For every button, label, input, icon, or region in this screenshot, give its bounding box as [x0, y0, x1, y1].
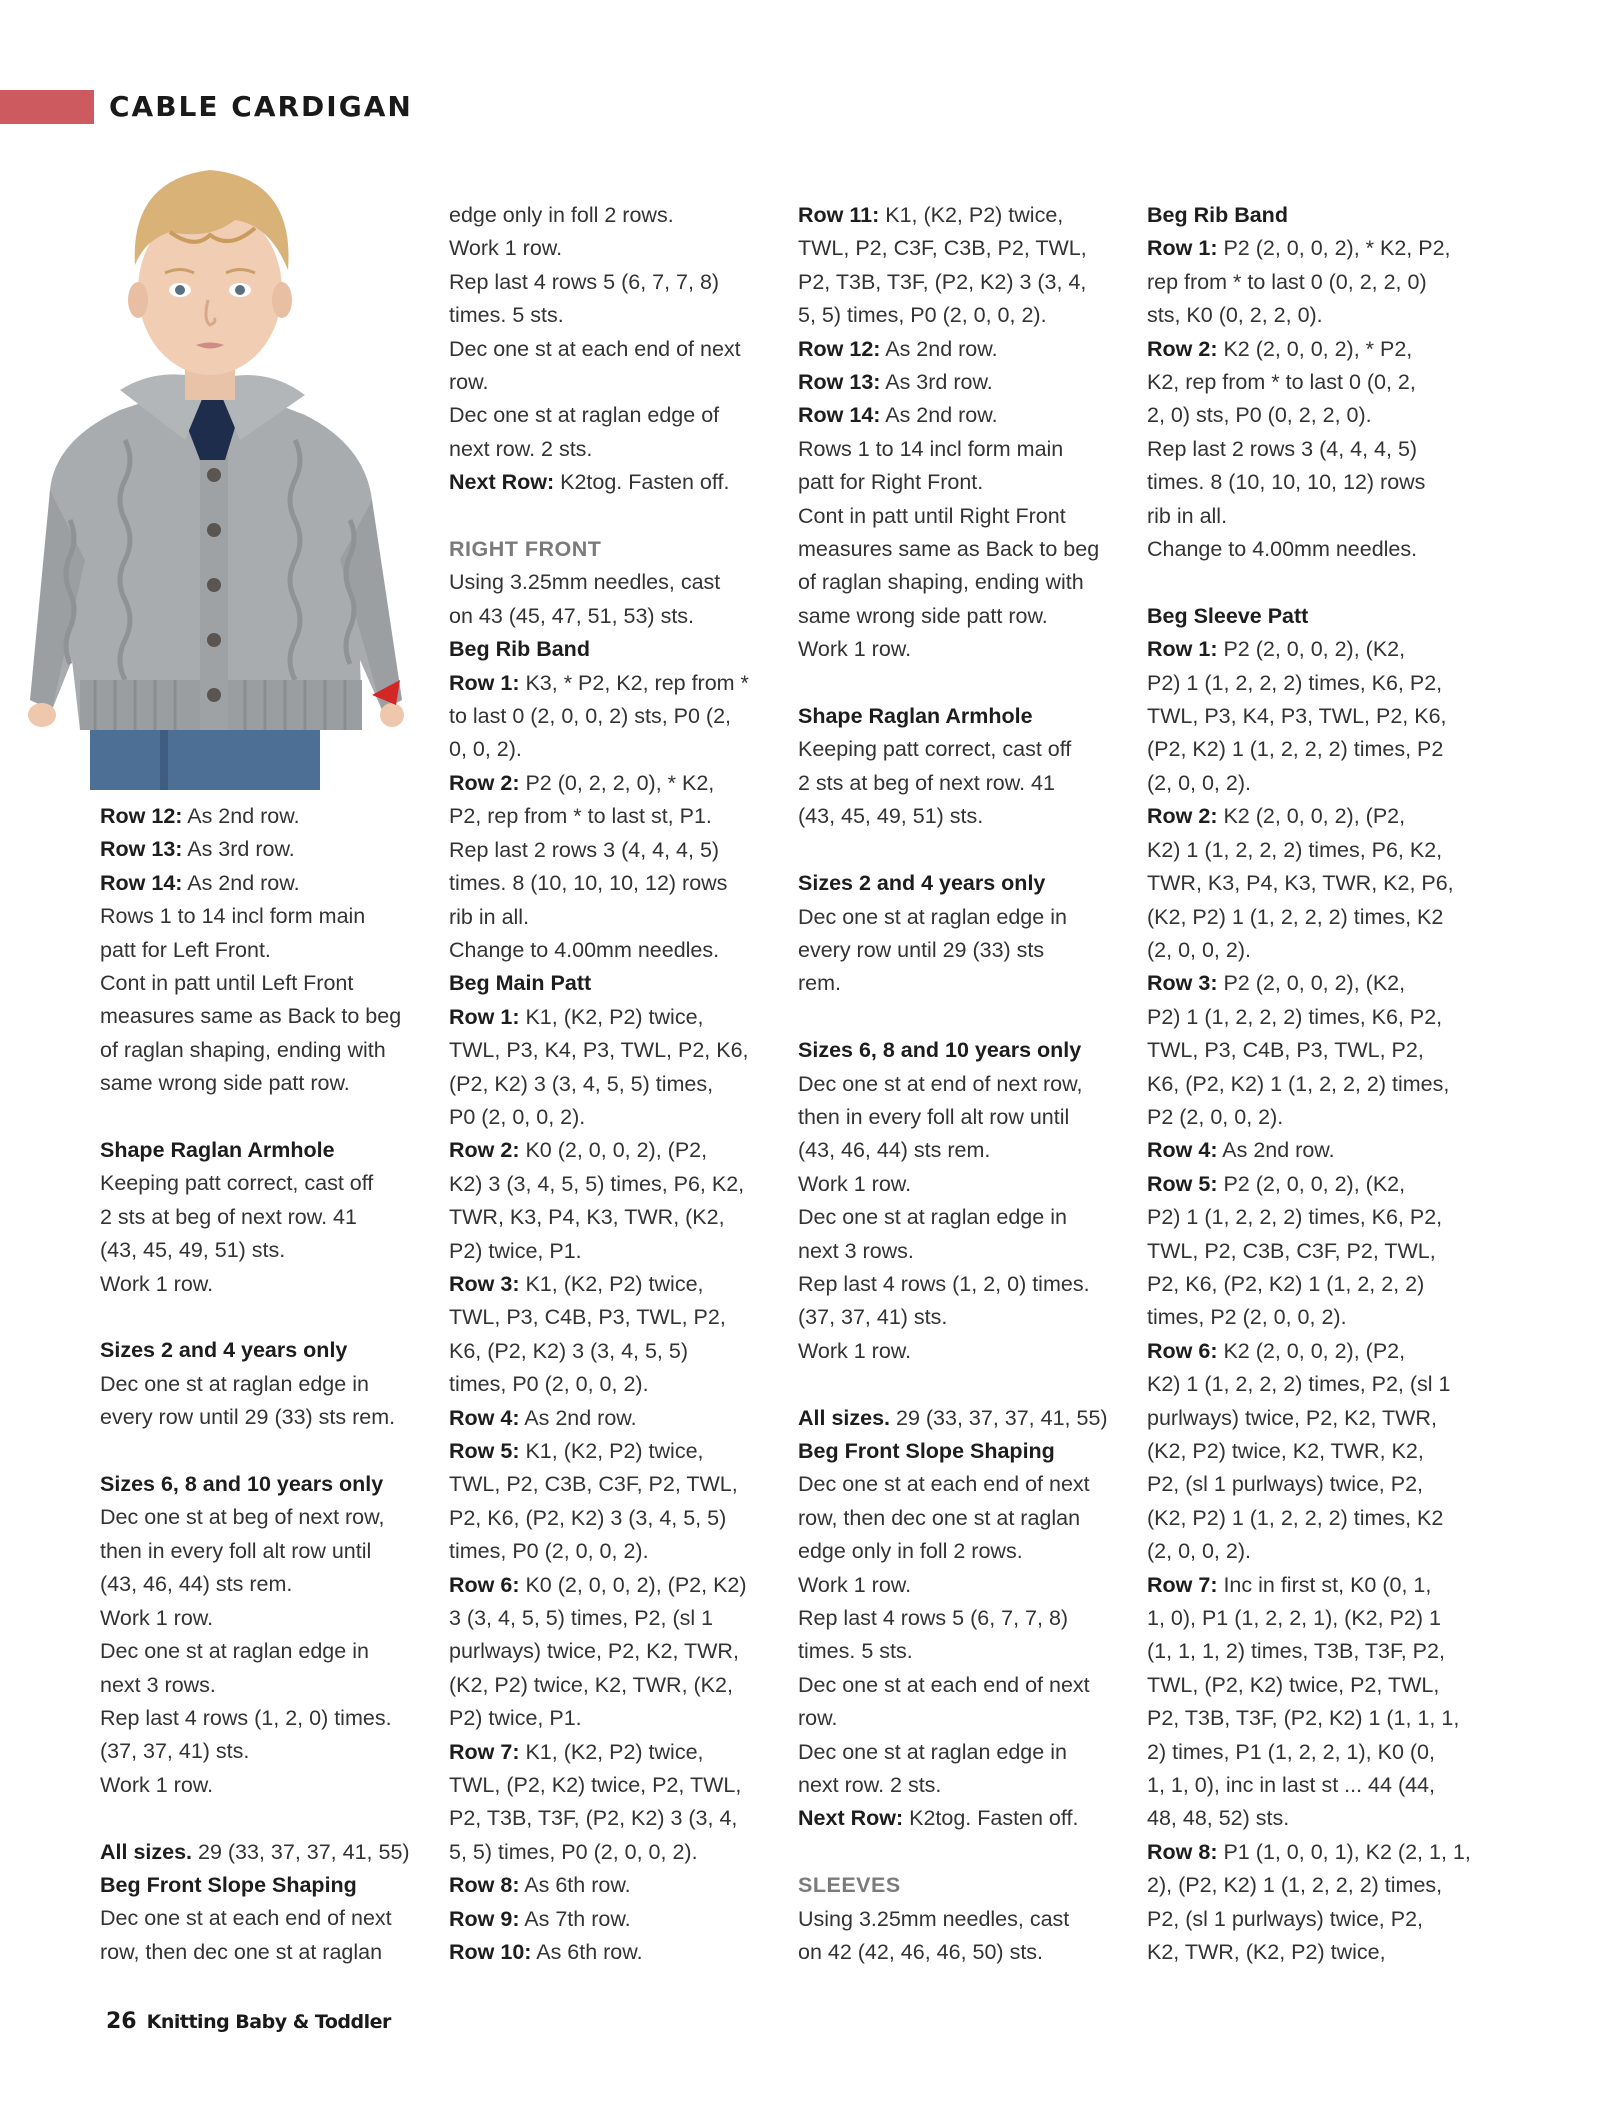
text-column-1: Row 12: As 2nd row. Row 13: As 3rd row. Row 14: As 2nd row. Rows 1 to 14 incl form main patt for Left Front. Cont in patt until Left Front measures same as Back to beg of raglan shaping, ending with same wrong side patt row. Shape Raglan Armhole Keeping patt correct, cast off 2 sts at beg of next row. 41 (43, 45, 49, 51) sts. Work 1 row. Sizes 2 and 4 years only Dec one st at raglan edge in every row until 29 (33) sts rem. Sizes 6, 8 and 10 years only Dec one st at beg of next row, then in every foll alt row until (43, 46, 44) sts rem. Work 1 row. Dec one st at raglan edge in next 3 rows. Rep last 4 rows (1, 2, 0) times. (37, 37, 41) sts. Work 1 row. All sizes. 29 (33, 37, 37, 41, 55) Beg Front Slope Shaping Dec one st at each end of next row, then dec one st at raglan: [100, 800, 430, 1969]
subheading: Beg Sleeve Patt: [1147, 603, 1309, 628]
subheading: Sizes 6, 8 and 10 years only: [100, 1472, 384, 1497]
text-column-4: Beg Rib Band Row 1: P2 (2, 0, 0, 2), * K2, P2, rep from * to last 0 (0, 2, 2, 0) sts, K0 (0, 2, 2, 0). Row 2: K2 (2, 0, 0, 2), * P2, K2, rep from * to last 0 (0, 2, 2, 0) sts, P0 (0, 2, 2, 0). Rep last 2 rows 3 (4, 4, 4, 5) times. 8 (10, 10, 10, 12) rows rib in all. Change to 4.00mm needles. Beg Sleeve Patt Row 1: P2 (2, 0, 0, 2), (K2, P2) 1 (1, 2, 2, 2) times, K6, P2, TWL, P3, K4, P3, TWL, P2, K6, (P2, K2) 1 (1, 2, 2, 2) times, P2 (2, 0, 0, 2). Row 2: K2 (2, 0, 0, 2), (P2, K2) 1 (1, 2, 2, 2) times, P6, K2, TWR, K3, P4, K3, TWR, K2, P6, (K2, P2) 1 (1, 2, 2, 2) times, K2 (2, 0, 0, 2). Row 3: P2 (2, 0, 0, 2), (K2, P2) 1 (1, 2, 2, 2) times, K6, P2, TWL, P3, C4B, P3, TWL, P2, K6, (P2, K2) 1 (1, 2, 2, 2) times, P2 (2, 0, 0, 2). Row 4: As 2nd row. Row 5: P2 (2, 0, 0, 2), (K2, P2) 1 (1, 2, 2, 2) times, K6, P2, TWL, P2, C3B, C3F, P2, TWL, P2, K6, (P2, K2) 1 (1, 2, 2, 2) times, P2 (2, 0, 0, 2). Row 6: K2 (2, 0, 0, 2), (P2, K2) 1 (1, 2, 2, 2) times, P2, (sl 1 purlways) twice, P2, K2, TWR, (K2, P2) twice, K2, TWR, K2, P2, (sl 1 purlways) twice, P2, (K2, P2) 1 (1, 2, 2, 2) times, K2 (2, 0, 0, 2). Row 7: Inc in first st, K0 (0, 1, 1, 0), P1 (1, 2, 2, 1), (K2, P2) 1 (1, 1, 1, 2) times, T3B, T3F, P2, TWL, (P2, K2) twice, P2, TWL, P2, T3B, T3F, (P2, K2) 1 (1, 1, 1, 2) times, P1 (1, 2, 2, 1), K0 (0, 1, 1, 0), inc in last st ... 44 (44, 48, 48, 52) sts. Row 8: P1 (1, 0, 0, 1), K2 (2, 1, 1, 2), (P2, K2) 1 (1, 2, 2, 2) times, P2, (sl 1 purlways) twice, P2, K2, TWR, (K2, P2) twice,: [1147, 199, 1482, 1970]
section-heading: RIGHT FRONT: [449, 537, 602, 562]
text-column-3: Row 11: K1, (K2, P2) twice, TWL, P2, C3F, C3B, P2, TWL, P2, T3B, T3F, (P2, K2) 3 (3, 4, 5, 5) times, P0 (2, 0, 0, 2). Row 12: As 2nd row. Row 13: As 3rd row. Row 14: As 2nd row. Rows 1 to 14 incl form main patt for Right Front. Cont in patt until Right Front measures same as Back to beg of raglan shaping, ending with same wrong side patt row. Work 1 row. Shape Raglan Armhole Keeping patt correct, cast off 2 sts at beg of next row. 41 (43, 45, 49, 51) sts. Sizes 2 and 4 years only Dec one st at raglan edge in every row until 29 (33) sts rem. Sizes 6, 8 and 10 years only Dec one st at end of next row, then in every foll alt row until (43, 46, 44) sts rem. Work 1 row. Dec one st at raglan edge in next 3 rows. Rep last 4 rows (1, 2, 0) times. (37, 37, 41) sts. Work 1 row. All sizes. 29 (33, 37, 37, 41, 55) Beg Front Slope Shaping Dec one st at each end of next row, then dec one st at raglan edge only in foll 2 rows. Work 1 row. Rep last 4 rows 5 (6, 7, 7, 8) times. 5 sts. Dec one st at each end of next row. Dec one st at raglan edge in next row. 2 sts. Next Row: K2tog. Fasten off. SLEEVES Using 3.25mm needles, cast on 42 (42, 46, 46, 50) sts.: [798, 199, 1133, 1969]
section-heading: SLEEVES: [798, 1873, 901, 1898]
subheading: Beg Front Slope Shaping: [100, 1872, 357, 1897]
subheading: Shape Raglan Armhole: [798, 704, 1033, 729]
subheading: Beg Main Patt: [449, 971, 592, 996]
subheading: Beg Rib Band: [1147, 203, 1288, 227]
subheading: Beg Rib Band: [449, 637, 590, 662]
page-footer: [106, 2002, 391, 2042]
page-number: 26: [106, 2009, 137, 2034]
subheading: Sizes 2 and 4 years only: [798, 871, 1046, 896]
subheading: Shape Raglan Armhole: [100, 1138, 335, 1163]
header-accent-bar: [0, 90, 94, 124]
subheading: Sizes 6, 8 and 10 years only: [798, 1038, 1082, 1063]
page-title: CABLE CARDIGAN: [109, 90, 413, 123]
subheading: Sizes 2 and 4 years only: [100, 1338, 348, 1363]
text-column-2: edge only in foll 2 rows. Work 1 row. Rep last 4 rows 5 (6, 7, 7, 8) times. 5 sts. Dec one st at each end of next row. Dec one st at raglan edge of next row. 2 sts. Next Row: K2tog. Fasten off. RIGHT FRONT Using 3.25mm needles, cast on 43 (45, 47, 51, 53) sts. Beg Rib Band Row 1: K3, * P2, K2, rep from * to last 0 (2, 0, 0, 2) sts, P0 (2, 0, 0, 2). Row 2: P2 (0, 2, 2, 0), * K2, P2, rep from * to last st, P1. Rep last 2 rows 3 (4, 4, 4, 5) times. 8 (10, 10, 10, 12) rows rib in all. Change to 4.00mm needles. Beg Main Patt Row 1: K1, (K2, P2) twice, TWL, P3, K4, P3, TWL, P2, K6, (P2, K2) 3 (3, 4, 5, 5) times, P0 (2, 0, 0, 2). Row 2: K0 (2, 0, 0, 2), (P2, K2) 3 (3, 4, 5, 5) times, P6, K2, TWR, K3, P4, K3, TWR, (K2, P2) twice, P1. Row 3: K1, (K2, P2) twice, TWL, P3, C4B, P3, TWL, P2, K6, (P2, K2) 3 (3, 4, 5, 5) times, P0 (2, 0, 0, 2). Row 4: As 2nd row. Row 5: K1, (K2, P2) twice, TWL, P2, C3B, C3F, P2, TWL, P2, K6, (P2, K2) 3 (3, 4, 5, 5) times, P0 (2, 0, 0, 2). Row 6: K0 (2, 0, 0, 2), (P2, K2) 3 (3, 4, 5, 5) times, P2, (sl 1 purlways) twice, P2, K2, TWR, (K2, P2) twice, K2, TWR, (K2, P2) twice, P1. Row 7: K1, (K2, P2) twice, TWL, (P2, K2) twice, P2, TWL, P2, T3B, T3F, (P2, K2) 3 (3, 4, 5, 5) times, P0 (2, 0, 0, 2). Row 8: As 6th row. Row 9: As 7th row. Row 10: As 6th row.: [449, 199, 784, 1970]
magazine-name: Knitting Baby & Toddler: [146, 2011, 391, 2033]
subheading: Beg Front Slope Shaping: [798, 1438, 1055, 1463]
toddler-cable-cardigan-photo: [10, 140, 405, 790]
